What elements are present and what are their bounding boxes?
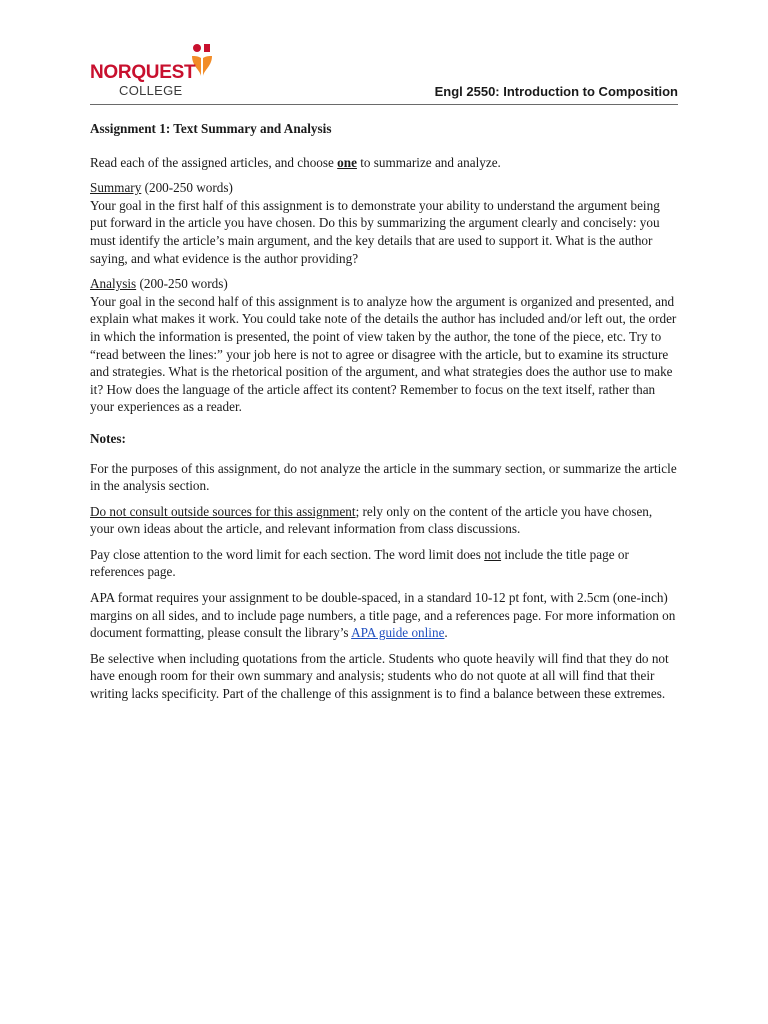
document-body xyxy=(90,120,678,711)
analysis-body: Your goal in the second half of this assignment is to analyze how the argument is organized and presented, and explain what makes it work. You could take note of the details the author has included and/or left out, the order in which the information is presented, the point of view taken by the author, the tone of the piece, etc. Try to “read between the lines:” your job here is not to agree or disagree with the article, but to examine its structure and strategies. What is the rhetorical position of the argument, and what strategies does the author use to make it? How does the language of the article affect its content? Remember to focus on the text itself, rather than your experiences as a reader. xyxy=(90,293,677,415)
intro-paragraph xyxy=(90,154,678,172)
note-2-emphasis: Do not consult outside sources for this assignment xyxy=(90,503,356,519)
header-divider xyxy=(90,104,678,105)
summary-heading-line xyxy=(90,179,678,197)
logo-subtitle: COLLEGE xyxy=(119,83,183,98)
note-3-text-end: include the title page or references page. xyxy=(90,546,629,580)
note-2 xyxy=(90,503,678,538)
summary-heading: Summary xyxy=(90,180,142,196)
analysis-heading: Analysis xyxy=(90,276,137,292)
note-4-text: APA format requires your assignment to be double-spaced, in a standard 10-12 pt font, with 2.5cm (one-inch) margins on all sides, and to include page numbers, a title page, and a references page. For more information on document formatting, please consult the library’s xyxy=(90,590,676,641)
note-2-text: ; rely only on the content of the article you have chosen, your own ideas about the article, and relevant information from class discussions. xyxy=(90,503,653,537)
summary-section xyxy=(90,179,678,267)
logo-wordmark: NORQUEST xyxy=(90,62,196,83)
intro-text: Read each of the assigned articles, and choose xyxy=(90,154,338,170)
note-3 xyxy=(90,546,678,581)
analysis-heading-line xyxy=(90,275,678,293)
notes-heading: Notes: xyxy=(90,430,126,446)
page-header xyxy=(90,42,678,106)
note-4-text-end: . xyxy=(444,625,448,641)
course-title: Engl 2550: Introduction to Composition xyxy=(434,84,678,99)
analysis-word-count: (200-250 words) xyxy=(136,276,228,292)
note-5: Be selective when including quotations from the article. Students who quote heavily will find that they do not have enough room for their own summary and analysis; students who do not quote at all will find that their writing lacks specificity. Part of the challenge of this assignment is to find a balance between these extremes. xyxy=(90,650,669,702)
intro-text-end: to summarize and analyze. xyxy=(356,154,501,170)
note-3-emphasis: not xyxy=(484,546,502,562)
note-4 xyxy=(90,589,678,642)
intro-emphasis: one xyxy=(337,154,357,170)
note-3-text: Pay close attention to the word limit for each section. The word limit does xyxy=(90,546,485,562)
summary-word-count: (200-250 words) xyxy=(141,180,233,196)
note-1: For the purposes of this assignment, do not analyze the article in the summary section, or summarize the article in the analysis section. xyxy=(90,460,677,494)
summary-body: Your goal in the first half of this assignment is to demonstrate your ability to understand the argument being put forward in the article you have chosen. Do this by summarizing the argument clearly and concisely: you must identify the article’s main argument, and the key details that are used to support it. What is the author saying, and what evidence is the author providing? xyxy=(90,197,660,266)
norquest-college-logo xyxy=(90,42,220,102)
assignment-title: Assignment 1: Text Summary and Analysis xyxy=(90,121,332,136)
apa-guide-link[interactable]: APA guide online xyxy=(351,625,445,641)
analysis-section xyxy=(90,275,678,416)
